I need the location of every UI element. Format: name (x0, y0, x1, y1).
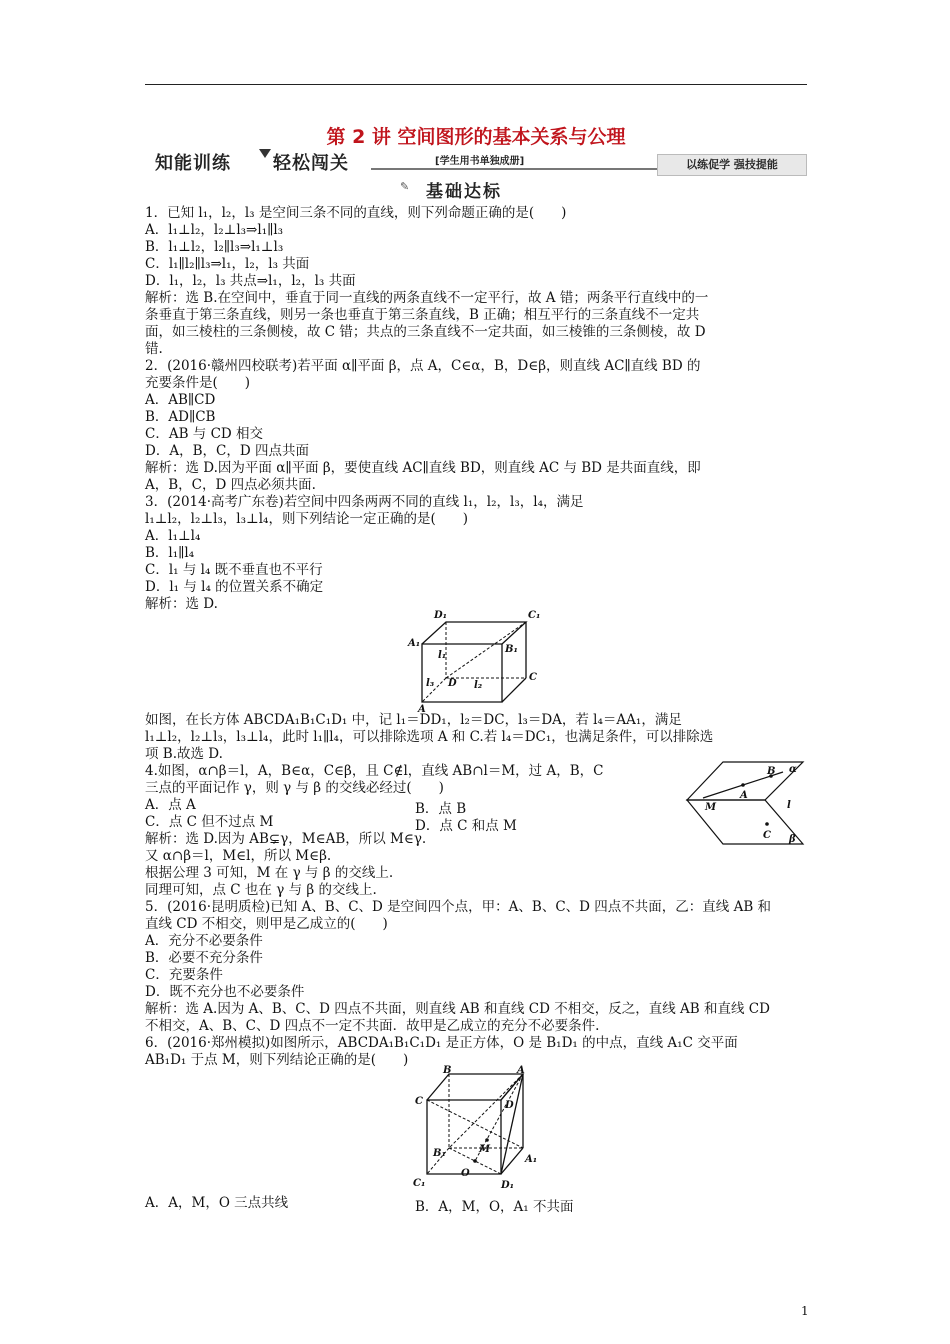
text-line: l₁⊥l₂，l₂⊥l₃，l₃⊥l₄，此时 l₁∥l₄，可以排除选项 A 和 C.若 l₄＝DC₁，也满足条件，可以排除选 (145, 729, 714, 745)
text-line: 项 B.故选 D. (145, 746, 223, 762)
option-c: C．点 C 但不过点 M (145, 814, 274, 830)
text-line: D．既不充分也不必要条件 (145, 984, 305, 1000)
text-line: 同理可知，点 C 也在 γ 与 β 的交线上. (145, 882, 377, 898)
point-label: C (763, 830, 771, 841)
point-label: B (767, 766, 776, 777)
vertex-label: A (418, 704, 426, 712)
option-b: B．点 B (415, 801, 467, 817)
triangle-icon (259, 149, 271, 158)
text-line: C．l₁∥l₂∥l₃⇒l₁，l₂，l₃ 共面 (145, 256, 310, 272)
text-line: 条垂直于第三条直线，则另一条也垂直于第三条直线，B 正确；相互平行的三条直线不一定共 (145, 307, 700, 323)
text-line: 又 α∩β＝l，M∈l，所以 M∈β. (145, 848, 332, 864)
text-line: 充要条件是( ) (145, 375, 251, 391)
plane-label: α (789, 764, 797, 775)
planes-figure (685, 758, 809, 850)
page-number: 1 (801, 1304, 809, 1318)
text-line: C．AB 与 CD 相交 (145, 426, 264, 442)
text-line: A．AB∥CD (145, 392, 216, 408)
text-line: 解析：选 D.因为 AB⊊γ，M∈AB，所以 M∈γ. (145, 831, 427, 847)
vertex-label: B (443, 1065, 452, 1076)
vertex-label: D (505, 1100, 514, 1111)
text-line: 1．已知 l₁，l₂，l₃ 是空间三条不同的直线，则下列命题正确的是( ) (145, 205, 567, 221)
point-label: O (461, 1168, 470, 1179)
point-label: M (479, 1144, 491, 1155)
vertex-label: C₁ (413, 1178, 426, 1189)
text-line: 错. (145, 341, 163, 357)
pencil-icon: ✎ (400, 180, 410, 193)
text-line: 三点的平面记作 γ，则 γ 与 β 的交线必经过( ) (145, 780, 444, 796)
vertex-label: C (415, 1096, 423, 1107)
vertex-label: A (517, 1065, 525, 1076)
text-line: 不相交，A、B、C、D 四点不一定不共面．故甲是乙成立的充分不必要条件. (145, 1018, 600, 1034)
cuboid-figure (400, 606, 550, 712)
vertex-label: B₁ (505, 644, 518, 655)
vertex-label: D₁ (501, 1180, 515, 1191)
text-line: C．l₁ 与 l₄ 既不垂直也不平行 (145, 562, 323, 578)
vertex-label: C (529, 672, 537, 683)
text-line: B．AD∥CB (145, 409, 216, 425)
text-line: B．l₁∥l₄ (145, 545, 195, 561)
vertex-label: B₁ (433, 1148, 446, 1159)
text-line: B．必要不充分条件 (145, 950, 263, 966)
banner-left-text: 知能训练 (155, 153, 231, 174)
text-line: A，B，C，D 四点必须共面. (145, 477, 316, 493)
line-label: l₁ (438, 650, 447, 661)
text-line: 解析：选 D.因为平面 α∥平面 β，要使直线 AC∥直线 BD，则直线 AC 与 BD 是共面直线，即 (145, 460, 701, 476)
banner-left-text-2: 轻松闯关 (273, 153, 349, 174)
vertex-label: A₁ (408, 638, 421, 649)
text-line: AB₁D₁ 于点 M，则下列结论正确的是( ) (145, 1052, 409, 1068)
text-line: A．l₁⊥l₂，l₂⊥l₃⇒l₁∥l₃ (145, 222, 284, 238)
text-line: 5．(2016·昆明质检)已知 A、B、C、D 是空间四个点，甲：A、B、C、D 四点不共面，乙：直线 AB 和 (145, 899, 772, 915)
text-line: D．l₁ 与 l₄ 的位置关系不确定 (145, 579, 324, 595)
cube-figure (405, 1064, 545, 1194)
vertex-label: D (448, 678, 457, 689)
point-label: A (740, 790, 748, 801)
vertex-label: C₁ (528, 610, 541, 621)
section-banner (145, 148, 807, 178)
text-line: 如图，在长方体 ABCDA₁B₁C₁D₁ 中，记 l₁＝DD₁，l₂＝DC，l₃＝DA，若 l₄＝AA₁，满足 (145, 712, 682, 728)
line-label: l (787, 800, 791, 811)
text-line: 面，如三棱柱的三条侧棱，故 C 错；共点的三条直线不一定共面，如三棱锥的三条侧棱，故 D (145, 324, 706, 340)
point-label: M (705, 802, 717, 813)
text-line: D．A，B，C，D 四点共面 (145, 443, 309, 459)
banner-note: [学生用书单独成册] (435, 156, 525, 167)
option-a: A．A，M，O 三点共线 (145, 1195, 289, 1211)
vertex-label: A₁ (525, 1154, 538, 1165)
text-line: 根据公理 3 可知，M 在 γ 与 β 的交线上. (145, 865, 394, 881)
text-line: l₁⊥l₂，l₂⊥l₃，l₃⊥l₄，则下列结论一定正确的是( ) (145, 511, 468, 527)
vertex-label: D₁ (434, 610, 448, 621)
text-line: 4.如图，α∩β＝l，A，B∈α，C∈β，且 C∉l，直线 AB∩l＝M，过 A，B，C (145, 763, 604, 779)
text-line: 解析：选 A.因为 A、B、C、D 四点不共面，则直线 AB 和直线 CD 不相交，反之，直线 AB 和直线 CD (145, 1001, 770, 1017)
text-line: 直线 CD 不相交，则甲是乙成立的( ) (145, 916, 388, 932)
line-label: l₂ (474, 680, 483, 691)
option-b: B．A，M，O，A₁ 不共面 (415, 1199, 574, 1215)
text-line: 解析：选 D. (145, 596, 218, 612)
text-line: A．l₁⊥l₄ (145, 528, 201, 544)
text-line: D．l₁，l₂，l₃ 共点⇒l₁，l₂，l₃ 共面 (145, 273, 356, 289)
page-title: 第 2 讲 空间图形的基本关系与公理 (326, 126, 626, 148)
section-heading-text: 基础达标 (426, 182, 502, 202)
option-d: D．点 C 和点 M (415, 818, 517, 834)
text-line: C．充要条件 (145, 967, 223, 983)
text-line: 2．(2016·赣州四校联考)若平面 α∥平面 β，点 A，C∈α，B，D∈β，则直线 AC∥直线 BD 的 (145, 358, 701, 374)
banner-right-tag: 以练促学 强技提能 (657, 154, 807, 176)
text-line: 6．(2016·郑州模拟)如图所示，ABCDA₁B₁C₁D₁ 是正方体，O 是 B₁D₁ 的中点，直线 A₁C 交平面 (145, 1035, 738, 1051)
text-line: B．l₁⊥l₂，l₂∥l₃⇒l₁⊥l₃ (145, 239, 284, 255)
text-line: A．充分不必要条件 (145, 933, 263, 949)
plane-label: β (789, 834, 796, 845)
text-line: 3．(2014·高考广东卷)若空间中四条两两不同的直线 l₁，l₂，l₃，l₄，满足 (145, 494, 584, 510)
header-rule (145, 84, 807, 85)
text-line: 解析：选 B.在空间中，垂直于同一直线的两条直线不一定平行，故 A 错；两条平行直线中的一 (145, 290, 709, 306)
line-label: l₃ (426, 678, 435, 689)
section-heading (400, 177, 540, 201)
option-a: A．点 A (145, 797, 196, 813)
